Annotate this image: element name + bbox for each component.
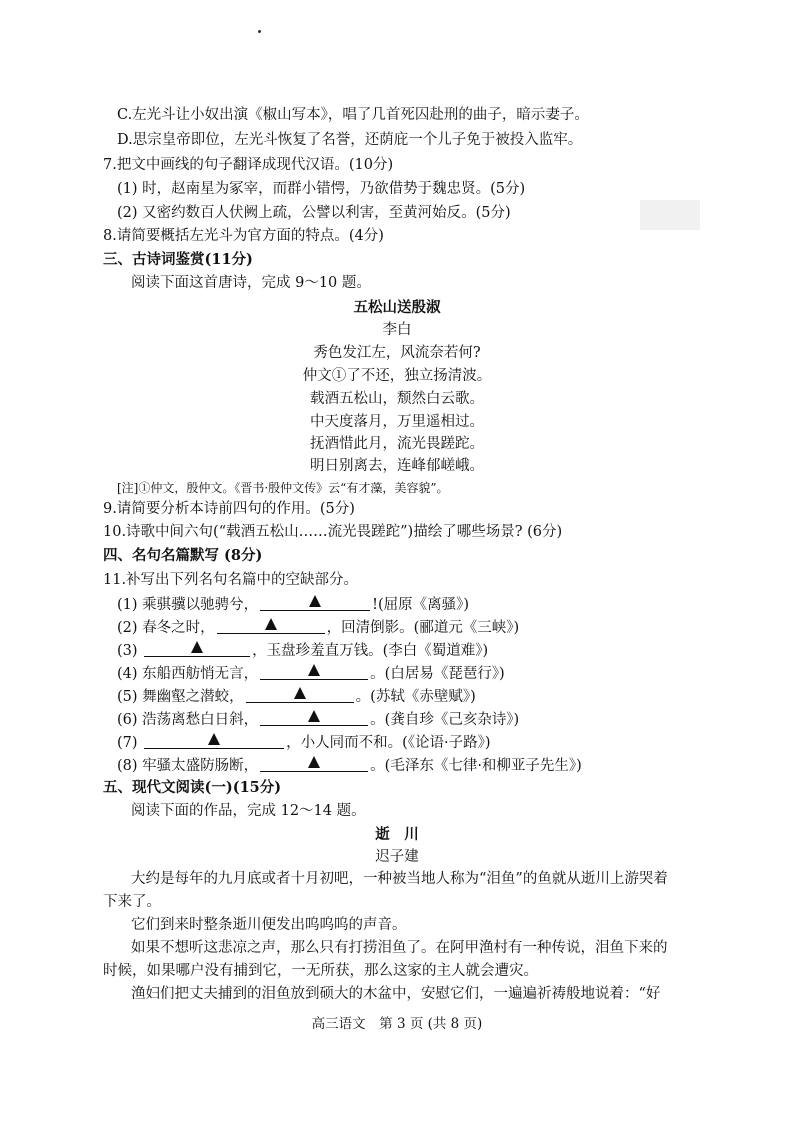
scan-smudge [640, 200, 700, 230]
fill-item [117, 663, 505, 684]
section-3-heading: 三、古诗词鉴赏(11分) [103, 251, 253, 268]
fill-item-number: (6) [117, 712, 138, 728]
question-7-part-2: (2) 又密约数百人伏阙上疏，公譬以利害，至黄河始反。(5分) [117, 205, 511, 221]
page-footer: 高三语文 第 3 页 (共 8 页) [311, 1016, 483, 1032]
fill-item-prefix: 牢骚太盛防肠断， [142, 758, 259, 774]
story-author: 迟子建 [375, 849, 419, 865]
poem-title: 五松山送殷淑 [353, 299, 441, 316]
fill-item [117, 617, 519, 638]
fill-item [117, 594, 469, 615]
answer-blank[interactable] [144, 732, 284, 749]
fill-item [117, 732, 491, 753]
question-9: 9.请简要分析本诗前四句的作用。(5分) [103, 501, 355, 517]
poem-line: 中天度落月，万里遥相过。 [310, 414, 484, 430]
fill-item-suffix: 。(毛泽东《七律·和柳亚子先生》) [370, 758, 582, 774]
fill-item-suffix: 。(龚自珍《己亥杂诗》) [370, 712, 520, 728]
option-d: D.思宗皇帝即位，左光斗恢复了名誉，还荫庇一个儿子免于被投入监牢。 [117, 132, 583, 148]
answer-blank[interactable] [260, 594, 370, 611]
answer-blank[interactable] [260, 663, 368, 680]
story-paragraph-line: 下来了。 [103, 894, 161, 910]
fill-item [117, 686, 476, 707]
section-5-heading: 五、现代文阅读(一)(15分) [103, 779, 282, 796]
fill-item-number: (3) [117, 643, 138, 659]
fill-item-number: (4) [117, 666, 138, 682]
fill-item [117, 640, 488, 661]
fill-item-prefix: 乘骐骥以驰骋兮， [142, 597, 259, 613]
poem-line: 仲文①了不还，独立扬清波。 [302, 368, 492, 384]
section-4-heading: 四、名句名篇默写 (8分) [103, 547, 263, 564]
fill-item-number: (8) [117, 758, 138, 774]
story-paragraph-line: 时候，如果哪户没有捕到它，一无所获，那么这家的主人就会遭灾。 [103, 963, 538, 979]
answer-blank[interactable] [246, 686, 354, 703]
poem-line: 明日别离去，连峰郁嵯峨。 [310, 458, 484, 474]
fill-item [117, 755, 582, 776]
story-paragraph-line: 渔妇们把丈夫捕到的泪鱼放到硕大的木盆中，安慰它们，一遍遍祈祷般地说着：“好 [131, 986, 661, 1002]
triangle-icon [308, 756, 320, 768]
fill-item-number: (7) [117, 735, 138, 751]
triangle-icon [208, 733, 220, 745]
fill-item-suffix: 。(苏轼《赤壁赋》) [355, 689, 476, 705]
question-7-part-1: (1) 时，赵南星为冢宰，而群小错愕，乃欲借势于魏忠贤。(5分) [117, 181, 526, 197]
fill-item-suffix: !(屈原《离骚》) [372, 597, 470, 613]
question-11: 11.补写出下列名句名篇中的空缺部分。 [103, 572, 359, 588]
fill-item-suffix: 。(白居易《琵琶行》) [370, 666, 505, 682]
poem-line: 秀色发江左，风流奈若何? [313, 345, 481, 361]
answer-blank[interactable] [144, 640, 250, 657]
fill-item-prefix: 浩荡离愁白日斜， [142, 712, 259, 728]
story-paragraph-line: 如果不想听这悲凉之声，那么只有打捞泪鱼了。在阿甲渔村有一种传说，泪鱼下来的 [131, 940, 668, 956]
answer-blank[interactable] [260, 755, 368, 772]
triangle-icon [191, 641, 203, 653]
poem-note: [注]①仲文，殷仲文。《晋书·殷仲文传》云“有才藻，美容貌”。 [117, 481, 449, 495]
fill-item [117, 709, 519, 730]
section-3-intro: 阅读下面这首唐诗，完成 9～10 题。 [131, 275, 371, 291]
fill-item-number: (2) [117, 620, 138, 636]
fill-item-suffix: ，回清倒影。(郦道元《三峡》) [326, 620, 520, 636]
fill-item-prefix: 东船西舫悄无言， [142, 666, 259, 682]
question-8: 8.请简要概括左光斗为官方面的特点。(4分) [103, 228, 384, 244]
triangle-icon [309, 595, 321, 607]
question-7: 7.把文中画线的句子翻译成现代汉语。(10分) [103, 157, 394, 173]
option-c: C.左光斗让小奴出演《椒山写本》，唱了几首死囚赴刑的曲子，暗示妻子。 [117, 107, 589, 123]
triangle-icon [294, 687, 306, 699]
story-title: 逝 川 [375, 826, 419, 843]
story-paragraph-line: 它们到来时整条逝川便发出呜呜呜的声音。 [131, 917, 407, 933]
answer-blank[interactable] [260, 709, 368, 726]
fill-item-suffix: ，小人同而不和。(《论语·子路》) [286, 735, 491, 751]
section-5-intro: 阅读下面的作品，完成 12～14 题。 [131, 803, 366, 819]
question-10: 10.诗歌中间六句(“载酒五松山……流光畏蹉跎”)描绘了哪些场景? (6分) [103, 524, 563, 540]
triangle-icon [265, 618, 277, 630]
poem-line: 抚酒惜此月，流光畏蹉跎。 [310, 436, 484, 452]
scan-speck [258, 30, 261, 33]
fill-item-number: (1) [117, 597, 138, 613]
fill-item-suffix: ，玉盘珍羞直万钱。(李白《蜀道难》) [252, 643, 489, 659]
poem-line: 载酒五松山，颓然白云歌。 [310, 391, 484, 407]
fill-item-prefix: 舞幽壑之潜蛟， [142, 689, 244, 705]
poem-author: 李白 [382, 322, 412, 338]
answer-blank[interactable] [217, 617, 325, 634]
fill-item-prefix: 春冬之时， [142, 620, 215, 636]
story-paragraph-line: 大约是每年的九月底或者十月初吧，一种被当地人称为“泪鱼”的鱼就从逝川上游哭着 [131, 871, 668, 887]
fill-item-number: (5) [117, 689, 138, 705]
triangle-icon [308, 710, 320, 722]
triangle-icon [308, 664, 320, 676]
